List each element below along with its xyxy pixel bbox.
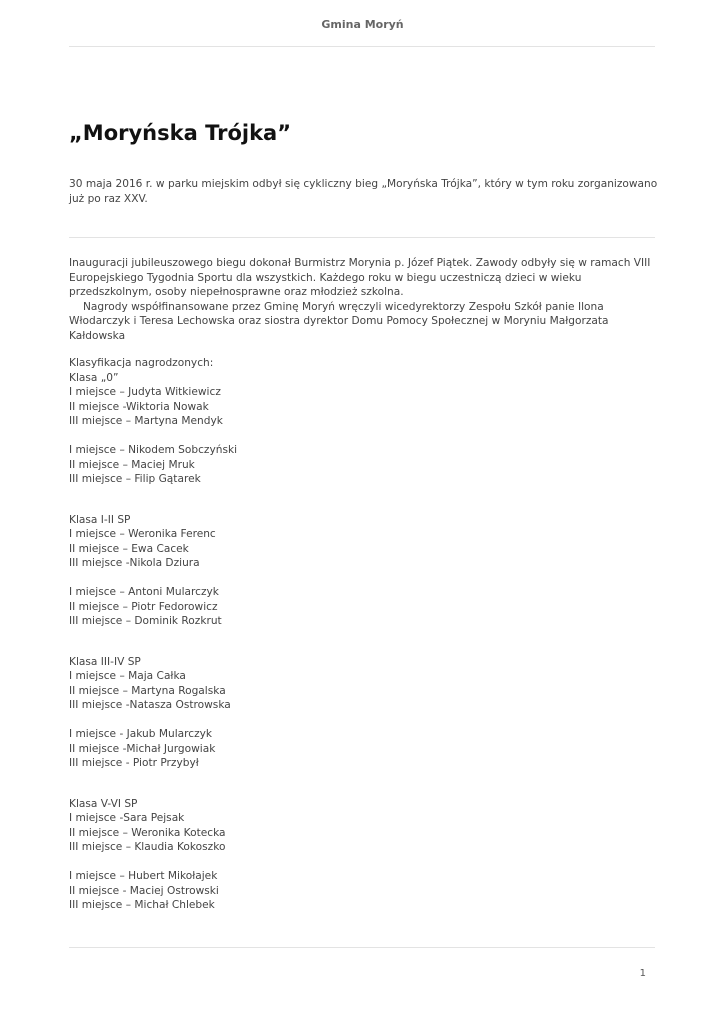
group-name: Klasa V-VI SP (69, 797, 138, 810)
result-line: III miejsce – Filip Gątarek (69, 473, 201, 485)
result-line: I miejsce - Jakub Mularczyk (69, 728, 213, 740)
result-line: II miejsce – Ewa Cacek (69, 542, 189, 555)
results-heading: Klasyfikacja nagrodzonych: (69, 357, 214, 369)
result-line: I miejsce – Judyta Witkiewicz (69, 386, 221, 398)
result-line: III miejsce – Klaudia Kokoszko (69, 841, 226, 853)
group-name: Klasa I-II SP (69, 513, 131, 526)
header-divider (69, 46, 655, 47)
result-line: II miejsce - Maciej Ostrowski (69, 884, 219, 897)
result-line: III miejsce – Michał Chlebek (69, 899, 215, 911)
body-paragraph-2-text: Nagrody współfinansowane przez Gminę Moryń wręczyli wicedyrektorzy Zespołu Szkół panie Ilona Włodarczyk i Teresa Lechowska oraz siostra dyrektor Domu Pomocy Społecznej w Moryniu Małgorzata Kałdowska (69, 300, 609, 342)
result-line: II miejsce – Weronika Kotecka (69, 826, 226, 839)
result-line: II miejsce – Piotr Fedorowicz (69, 600, 218, 613)
result-line: I miejsce – Antoni Mularczyk (69, 586, 219, 598)
footer-divider (69, 947, 655, 948)
body-paragraph-1: Inauguracji jubileuszowego biegu dokonał Burmistrz Morynia p. Józef Piątek. Zawody odbyły się w ramach VIII Europejskiego Tygodnia Sportu dla wszystkich. Każdego roku w biegu uczestniczą dzieci w wieku przedszkolnym, osoby niepełnosprawne oraz młodzież szkolna. (69, 257, 651, 298)
result-line: III miejsce – Dominik Rozkrut (69, 615, 222, 627)
lead-divider (69, 237, 655, 238)
site-name-header: Gmina Moryń (321, 18, 404, 31)
result-line: III miejsce -Natasza Ostrowska (69, 699, 231, 711)
result-line: I miejsce – Hubert Mikołajek (69, 870, 218, 882)
group-name: Klasa III-IV SP (69, 655, 141, 668)
result-line: II miejsce – Martyna Rogalska (69, 684, 226, 697)
article-lead (69, 177, 659, 206)
result-line: III miejsce -Nikola Dziura (69, 557, 200, 569)
lead-paragraph: 30 maja 2016 r. w parku miejskim odbył się cykliczny bieg „Moryńska Trójka”, który w tym roku zorganizowano już po raz XXV. (69, 178, 658, 205)
result-line: I miejsce – Nikodem Sobczyński (69, 444, 238, 456)
result-line: II miejsce -Michał Jurgowiak (69, 742, 216, 755)
body-paragraph-2 (69, 300, 659, 344)
article-title: „Moryńska Trójka” (69, 121, 292, 145)
group-name: Klasa „0” (69, 371, 119, 384)
results-section (69, 356, 659, 913)
page-number: 1 (639, 968, 646, 979)
result-line: I miejsce – Weronika Ferenc (69, 528, 216, 540)
article-body (69, 256, 659, 343)
result-line: II miejsce – Maciej Mruk (69, 458, 195, 471)
result-line: I miejsce -Sara Pejsak (69, 812, 185, 824)
result-line: III miejsce - Piotr Przybył (69, 757, 199, 769)
result-line: I miejsce – Maja Całka (69, 670, 186, 682)
result-line: III miejsce – Martyna Mendyk (69, 415, 223, 427)
result-line: II miejsce -Wiktoria Nowak (69, 400, 209, 413)
